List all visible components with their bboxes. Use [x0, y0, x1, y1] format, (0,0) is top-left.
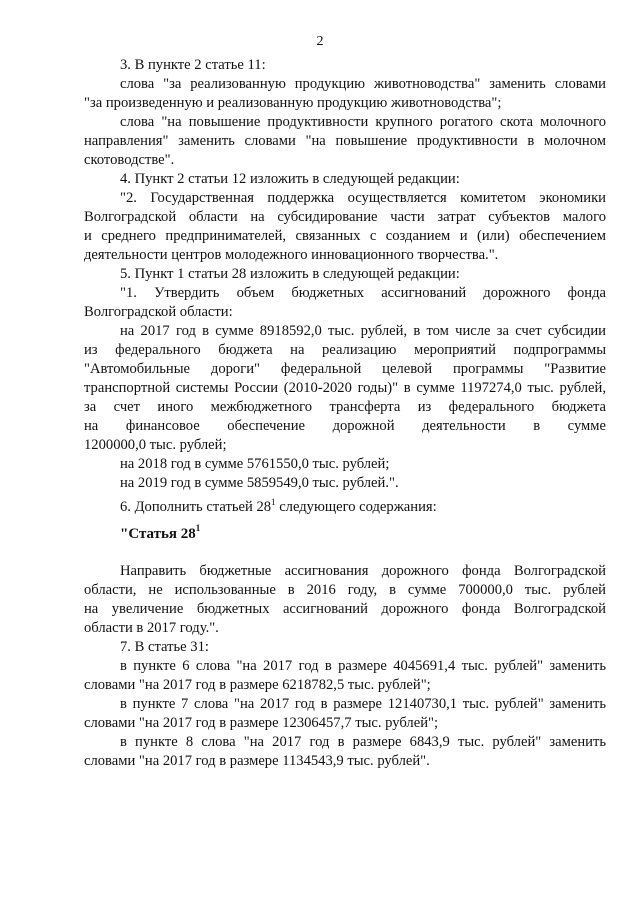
- item6-superscript: 1: [271, 497, 276, 507]
- article-line4: области в 2017 году.".: [84, 620, 219, 636]
- item6-heading: 6. Дополнить статьей $28^1$ следующего содержания:: [120, 497, 437, 515]
- item5-2017-line1: на 2017 год в сумме 8918592,0 тыс. рублей, в том числе за счет субсидии: [120, 323, 606, 339]
- item7-p8-line2: словами "на 2017 год в размере 1134543,9 тыс. рублей".: [84, 753, 430, 769]
- item5-2018: на 2018 год в сумме 5761550,0 тыс. рублей;: [120, 456, 390, 472]
- item5-heading: 5. Пункт 1 статьи 28 изложить в следующей редакции:: [120, 266, 460, 282]
- item3-heading: 3. В пункте 2 статье 11:: [120, 57, 266, 73]
- article-title: "Статья $28^1$: [120, 523, 201, 542]
- item4-line1: "2. Государственная поддержка осуществляется комитетом экономики: [120, 190, 606, 206]
- item7-p6-line1: в пункте 6 слова "на 2017 год в размере 4045691,4 тыс. рублей" заменить: [120, 658, 606, 674]
- item5-line1: "1. Утвердить объем бюджетных ассигнований дорожного фонда: [120, 285, 606, 301]
- item7-heading: 7. В статье 31:: [120, 639, 209, 655]
- item5-2017-line6: на финансовое обеспечение дорожной деятельности в сумме: [84, 418, 606, 434]
- page-number: 2: [316, 34, 324, 49]
- item5-2017-line3: "Автомобильные дороги" федеральной целевой программы "Развитие: [84, 361, 606, 377]
- item7-p7-line1: в пункте 7 слова "на 2017 год в размере 12140730,1 тыс. рублей" заменить: [120, 696, 606, 712]
- item7-p6-line2: словами "на 2017 год в размере 6218782,5 тыс. рублей";: [84, 677, 431, 693]
- item4-heading: 4. Пункт 2 статьи 12 изложить в следующей редакции:: [120, 171, 460, 187]
- item3-p2-line1: слова "на повышение продуктивности крупного рогатого скота молочного: [120, 114, 606, 130]
- item5-2017-line7: 1200000,0 тыс. рублей;: [84, 437, 227, 453]
- item3-p1-line2: "за произведенную и реализованную продукцию животноводства";: [84, 95, 502, 111]
- item3-p1-line1: слова "за реализованную продукцию животноводства" заменить словами: [120, 76, 606, 92]
- article-line1: Направить бюджетные ассигнования дорожного фонда Волгоградской: [120, 563, 606, 579]
- item3-p2-line3: скотоводстве".: [84, 152, 175, 168]
- item5-2017-line2: из федерального бюджета на реализацию мероприятий подпрограммы: [84, 342, 606, 358]
- item4-line2: Волгоградской области на субсидирование части затрат субъектов малого: [84, 209, 606, 225]
- item5-2019: на 2019 год в сумме 5859549,0 тыс. рублей.".: [120, 475, 399, 491]
- item4-line4: деятельности центров молодежного инновационного творчества.".: [84, 247, 499, 263]
- item5-line2: Волгоградской области:: [84, 304, 233, 320]
- item5-2017-line4: транспортной системы России (2010-2020 годы)" в сумме 1197274,0 тыс. рублей,: [84, 380, 606, 396]
- article-line2: области, не использованные в 2016 году, в сумме 700000,0 тыс. рублей: [84, 582, 606, 598]
- item4-line3: и среднего предпринимателей, связанных с созданием и (или) обеспечением: [84, 228, 606, 244]
- item5-2017-line5: за счет иного межбюджетного трансферта из федерального бюджета: [84, 399, 606, 415]
- item7-p8-line1: в пункте 8 слова "на 2017 год в размере 6843,9 тыс. рублей" заменить: [120, 734, 606, 750]
- item7-p7-line2: словами "на 2017 год в размере 12306457,7 тыс. рублей";: [84, 715, 439, 731]
- item3-p2-line2: направления" заменить словами "на повышение продуктивности в молочном: [84, 133, 606, 149]
- article-line3: на увеличение бюджетных ассигнований дорожного фонда Волгоградской: [84, 601, 606, 617]
